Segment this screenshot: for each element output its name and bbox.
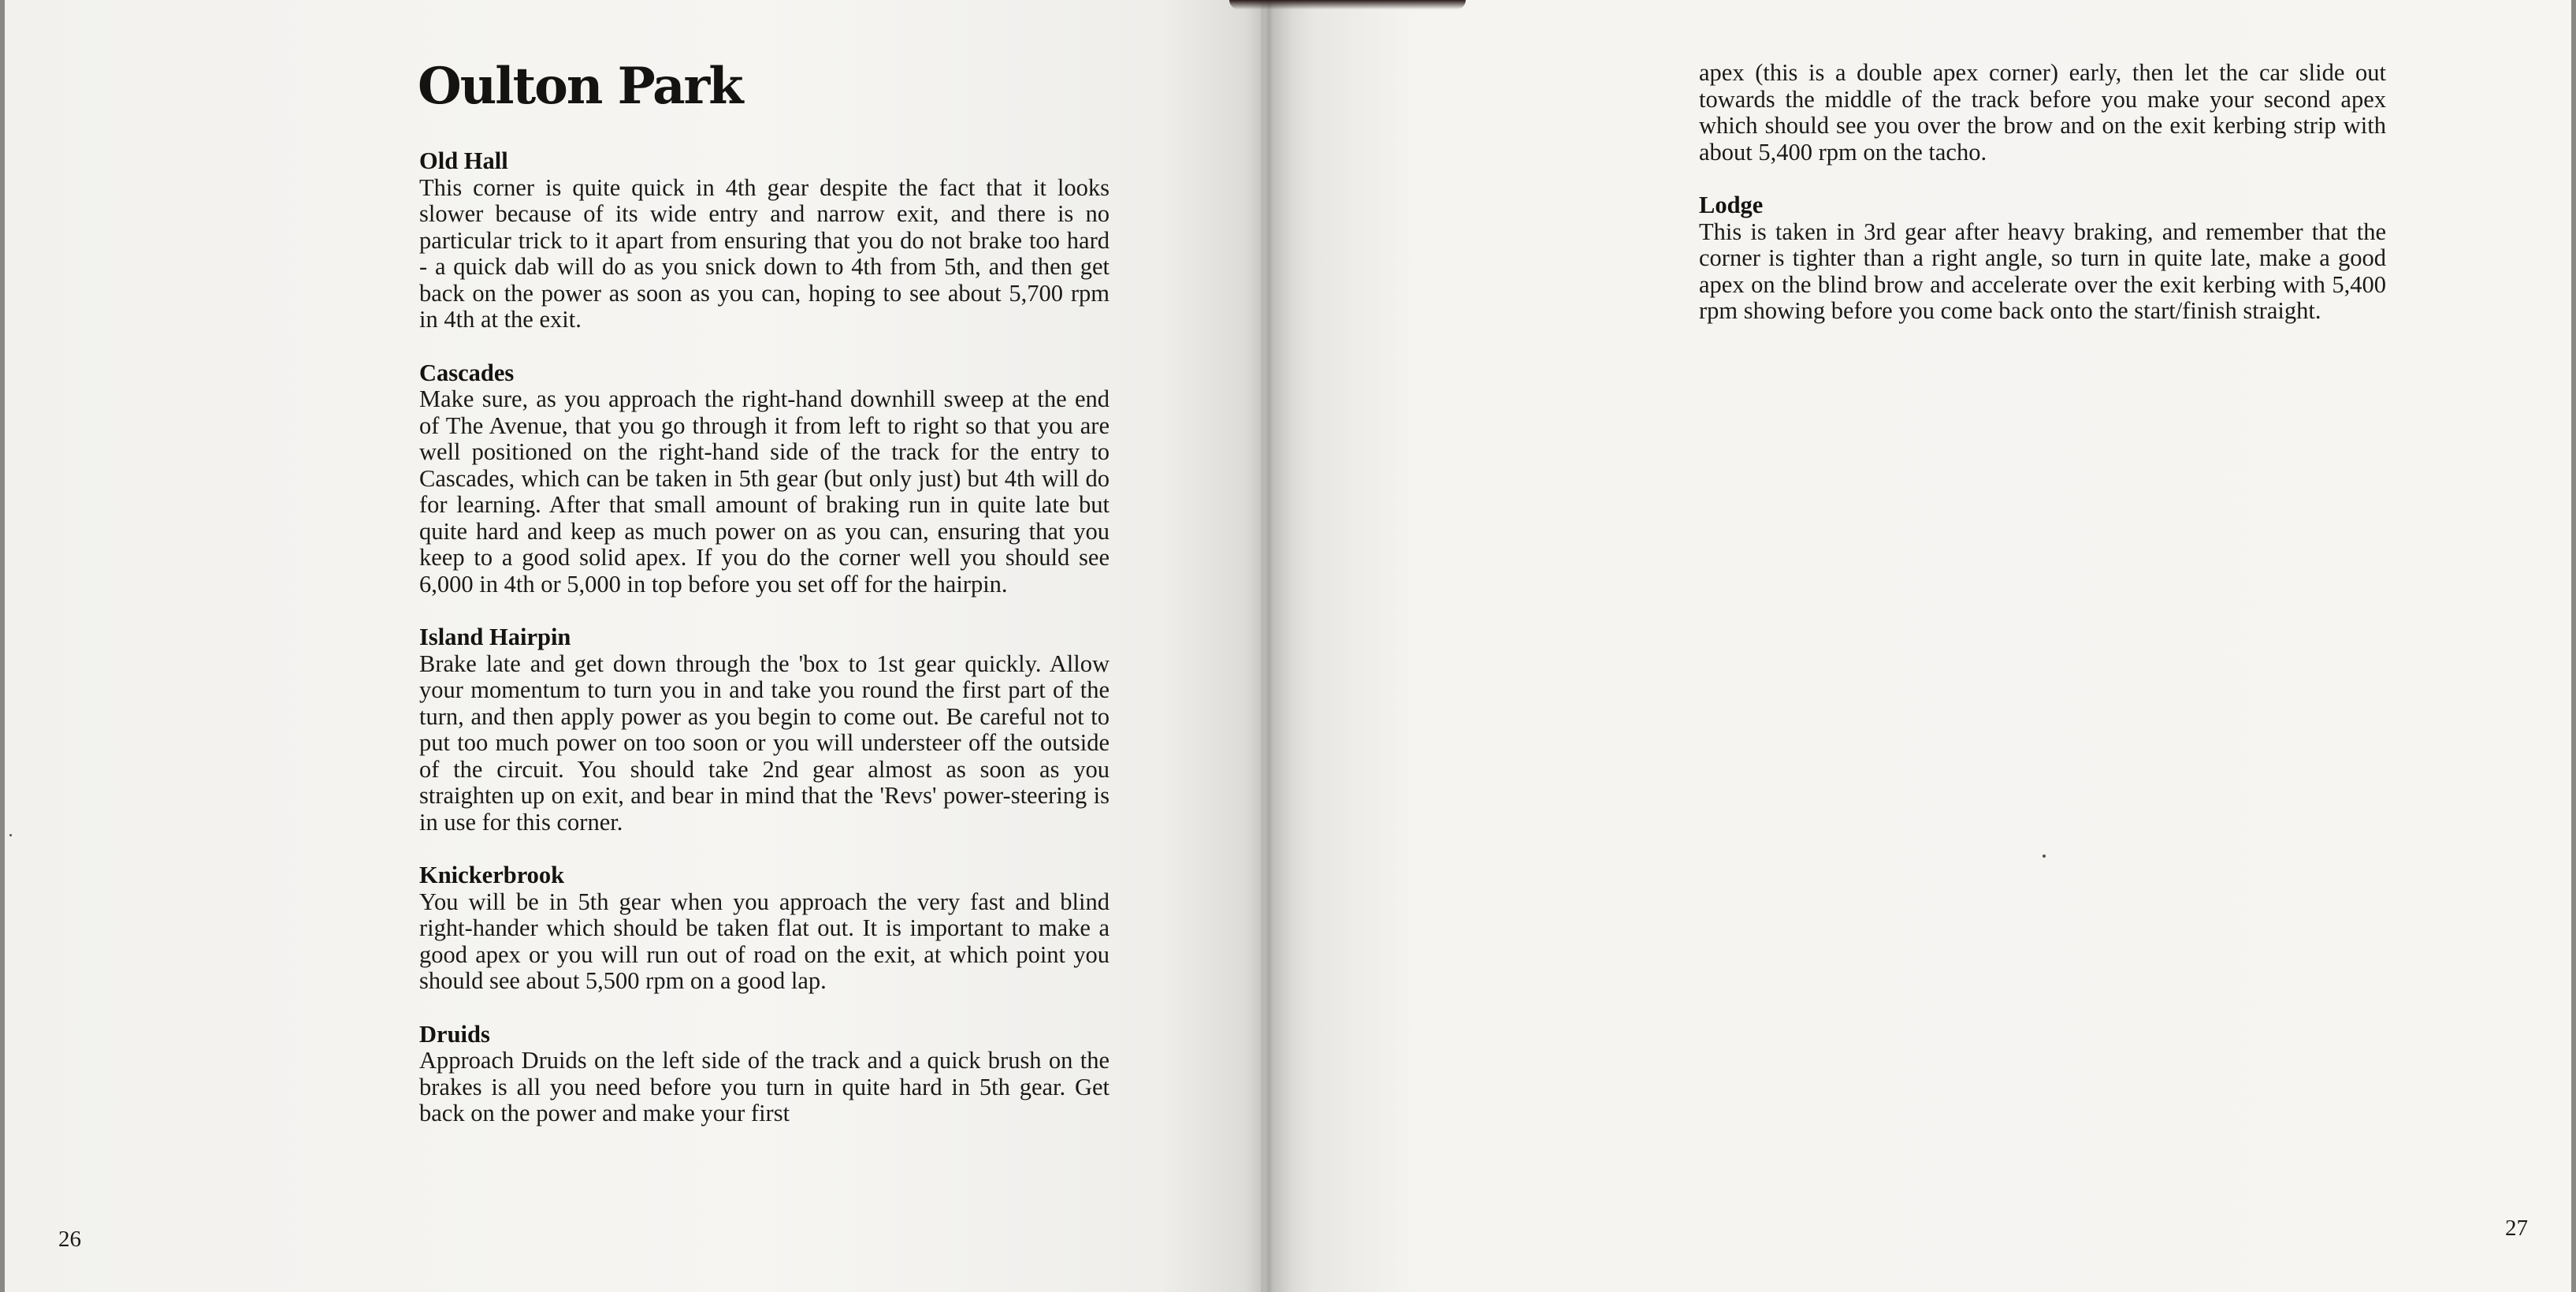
section-heading: Druids	[419, 1020, 490, 1048]
spine-edge	[1229, 0, 1466, 9]
paper-speck	[9, 834, 12, 836]
section-lodge	[1699, 192, 2386, 325]
left-page-edge	[0, 0, 5, 1292]
section-druids	[419, 1022, 1110, 1127]
section-cascades	[419, 360, 1110, 598]
section-body: This is taken in 3rd gear after heavy braking, and remember that the corner is tighter than a right angle, so turn in quite late, make a good apex on the blind brow and accelerate over the exit kerbing with 5,400 rpm showing before you come back onto the start/finish straight.	[1699, 218, 2386, 324]
book-gutter	[1245, 0, 1292, 1292]
paper-speck	[2043, 855, 2046, 858]
left-text-column	[419, 148, 1110, 1154]
section-heading: Island Hairpin	[419, 624, 571, 650]
right-page-edge	[2571, 0, 2576, 1292]
section-old-hall	[419, 148, 1110, 333]
section-heading: Cascades	[419, 359, 515, 386]
section-knickerbrook	[419, 862, 1110, 995]
page-number-right: 27	[2505, 1216, 2528, 1241]
page-number-left: 26	[58, 1227, 81, 1252]
section-body: You will be in 5th gear when you approach the very fast and blind right-hander which should be taken flat out. It is important to make a good apex or you will run out of road on the exit, at which point you should see about 5,500 rpm on a good lap.	[419, 888, 1110, 994]
section-body: apex (this is a double apex corner) early, then let the car slide out towards the middle of the track before you make your second apex which should see you over the brow and on the exit kerbing strip with about 5,400 rpm on the tacho.	[1699, 59, 2386, 166]
right-text-column	[1699, 60, 2386, 352]
section-body: Brake late and get down through the 'box to 1st gear quickly. Allow your momentum to turn you in and take you round the first part of the turn, and then apply power as you begin to come out. Be careful not to put too much power on too soon or you will understeer off the outside of the circuit. You should take 2nd gear almost as soon as you straighten up on exit, and bear in mind that the 'Revs' power-steering is in use for this corner.	[419, 650, 1110, 836]
section-druids-continued	[1699, 60, 2386, 166]
section-heading: Lodge	[1699, 192, 1764, 218]
section-island-hairpin	[419, 624, 1110, 836]
section-body: Approach Druids on the left side of the track and a quick brush on the brakes is all you need before you turn in quite hard in 5th gear. Get back on the power and make your first	[419, 1047, 1110, 1126]
section-body: Make sure, as you approach the right-hand downhill sweep at the end of The Avenue, that you go through it from left to right so that you are well positioned on the right-hand side of the track for the entry to Cascades, which can be taken in 5th gear (but only just) but 4th will do for learning. After that small amount of braking run in quite late but quite hard and keep as much power on as you can, ensuring that you keep to a good solid apex. If you do the corner well you should see 6,000 in 4th or 5,000 in top before you set off for the hairpin.	[419, 385, 1110, 598]
page-title: Oulton Park	[418, 57, 742, 116]
section-heading: Knickerbrook	[419, 862, 565, 888]
section-heading: Old Hall	[419, 147, 508, 174]
section-body: This corner is quite quick in 4th gear despite the fact that it looks slower because of its wide entry and narrow exit, and there is no particular trick to it apart from ensuring that you do not brake too hard - a quick dab will do as you snick down to 4th from 5th, and then get back on the power as soon as you can, hoping to see about 5,700 rpm in 4th at the exit.	[419, 173, 1110, 333]
